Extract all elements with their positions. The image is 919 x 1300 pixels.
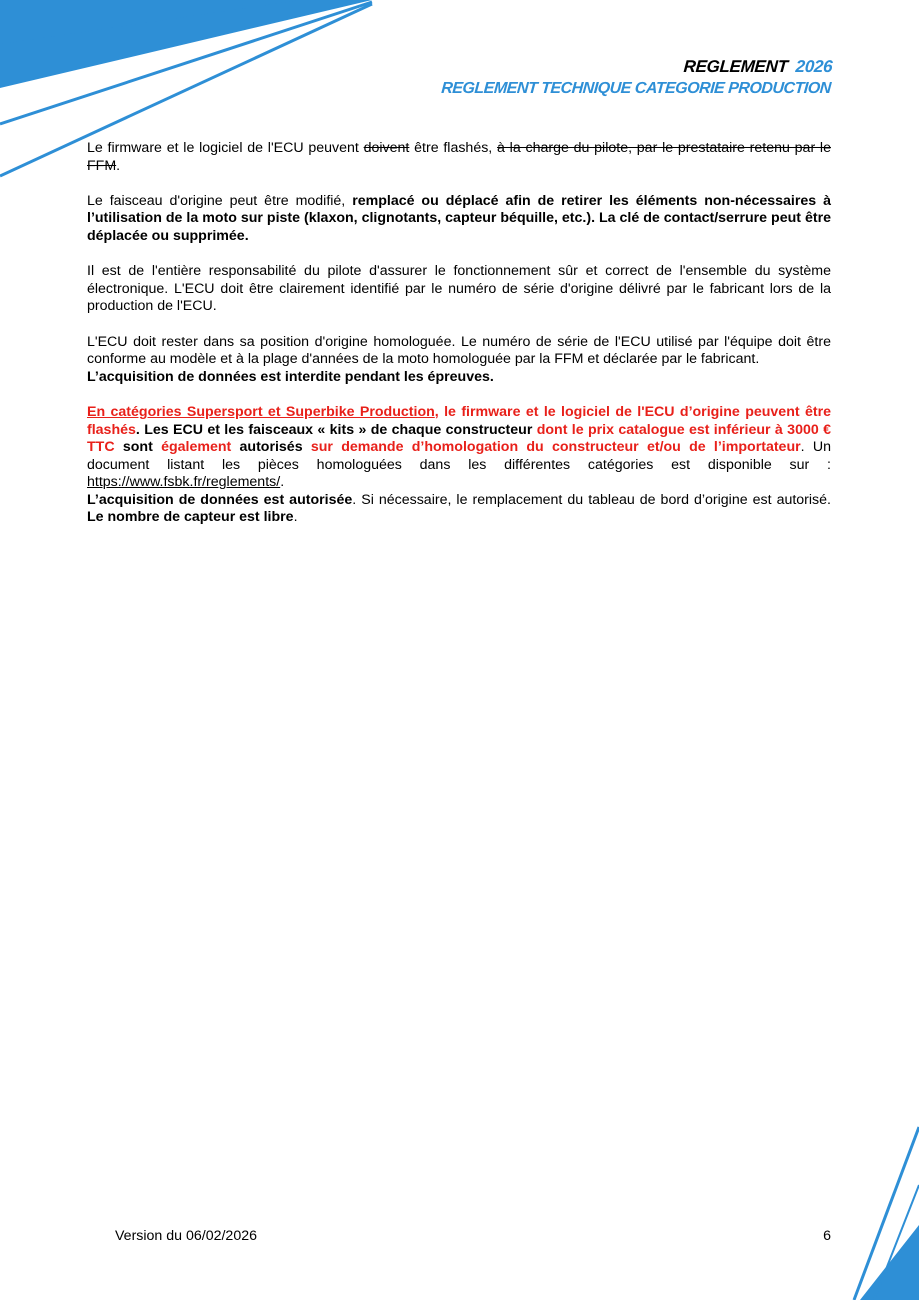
document-header: [440, 56, 833, 100]
text: .: [293, 509, 298, 526]
footer-decoration: [850, 1125, 919, 1300]
bold-text: L’acquisition de données est interdite pendant les épreuves.: [87, 368, 494, 385]
bold-text: autorisés: [231, 439, 311, 456]
paragraph-ecu-position: [87, 334, 831, 387]
red-bold-text: également: [161, 439, 232, 456]
text: L'ECU doit rester dans sa position d'origine homologuée. Le numéro de série de l'ECU utilisé par l'équipe doit être conforme au modèle et à la plage d'années de la moto homologuée par la FFM et déclarée par le fabricant.: [87, 333, 831, 368]
bold-text: remplacé ou déplacé afin de retirer les éléments non-nécessaires à l’utilisation de la moto sur piste (klaxon, clignotants, capteur béquille, etc.). La clé de contact/serrure peut être déplacée ou supprimée.: [87, 192, 831, 244]
text: être flashés,: [409, 140, 498, 156]
red-bold-text: sur demande d’homologation du constructeur et/ou de l’importateur: [310, 439, 801, 456]
paragraph-categories: [87, 404, 831, 492]
header-subtitle: REGLEMENT TECHNIQUE CATEGORIE PRODUCTION: [440, 80, 831, 97]
red-bold-text: dont le prix catalogue est inférieur à 3000 € TTC: [87, 421, 831, 456]
paragraph-firmware: [87, 140, 831, 175]
paragraph-data-acquisition: [87, 492, 831, 527]
text: .: [280, 474, 285, 491]
category-highlight: En catégories Supersport et Superbike Production: [87, 403, 435, 420]
text: . Un document listant les pièces homologuées dans les différentes catégories est disponible sur :: [87, 439, 831, 473]
paragraph-harness: [87, 193, 831, 246]
struck-text: doivent: [363, 140, 410, 156]
text: . Si nécessaire, le remplacement du tableau de bord d’origine est autorisé.: [352, 491, 831, 508]
text: .: [116, 157, 121, 174]
text: Le firmware et le logiciel de l'ECU peuvent: [87, 140, 364, 156]
reglements-link[interactable]: https://www.fsbk.fr/reglements/: [87, 474, 281, 491]
struck-text: à la charge du pilote, par le prestataire retenu par le FFM: [87, 140, 831, 174]
header-year: 2026: [794, 57, 833, 76]
footer-version: Version du 06/02/2026: [115, 1228, 257, 1244]
page-number: 6: [823, 1228, 831, 1244]
text: Le faisceau d'origine peut être modifié,: [87, 192, 353, 209]
bold-text: Le nombre de capteur est libre: [87, 509, 294, 526]
bold-text: L’acquisition de données est autorisée: [87, 491, 353, 508]
document-body: [87, 140, 831, 545]
paragraph-responsibility: Il est de l'entière responsabilité du pilote d'assurer le fonctionnement sûr et correct de l'ensemble du système électronique. L'ECU doit être clairement identifié par le numéro de série d'origine délivré par le fabricant lors de la production de l'ECU.: [87, 263, 831, 315]
header-title: REGLEMENT: [682, 57, 788, 76]
bold-text: sont: [114, 439, 162, 456]
bold-text: . Les ECU et les faisceaux « kits » de chaque constructeur: [135, 421, 537, 438]
red-bold-text: , le firmware et le logiciel de l'ECU d’origine peuvent être flashés: [87, 403, 831, 438]
